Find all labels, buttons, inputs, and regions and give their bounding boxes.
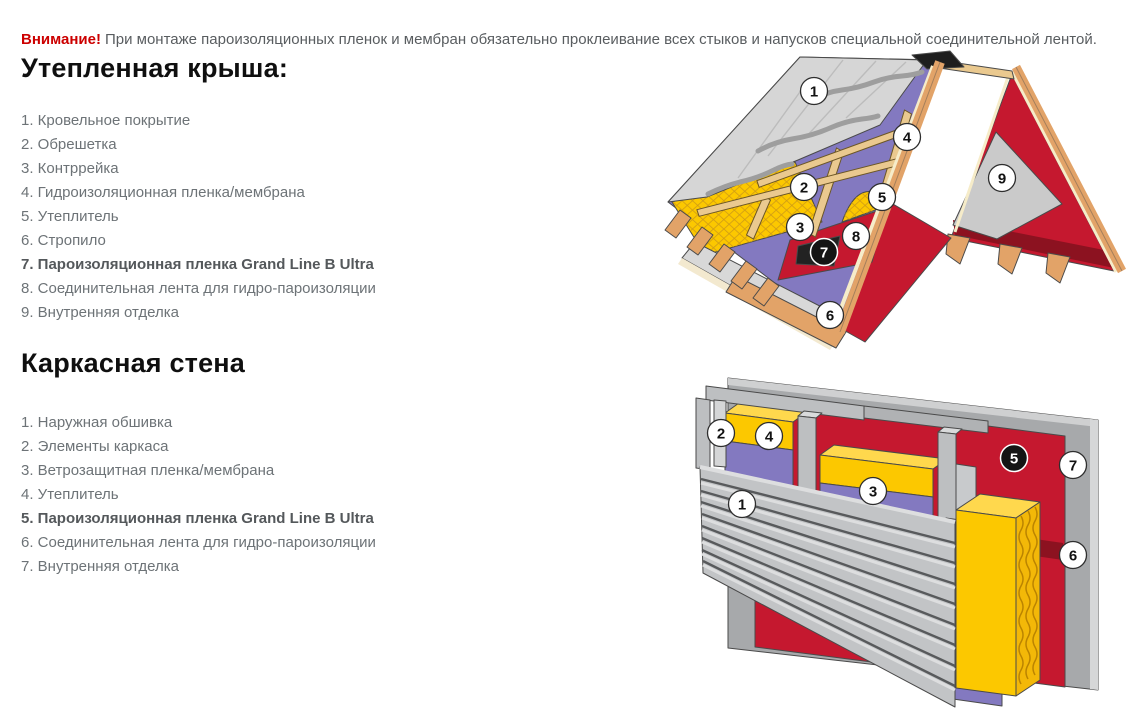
wall-badge-6 bbox=[1060, 542, 1087, 569]
roof-layer-item: 8. Соединительная лента для гидро-пароизоляции bbox=[21, 280, 376, 297]
wall-layer-item: 3. Ветрозащитная пленка/мембрана bbox=[21, 462, 275, 479]
roof-layer-item: 5. Утеплитель bbox=[21, 208, 119, 225]
svg-text:7: 7 bbox=[819, 244, 829, 262]
svg-text:5: 5 bbox=[1009, 450, 1019, 468]
roof-layer-item: 9. Внутренняя отделка bbox=[21, 304, 179, 321]
wall-section-title: Каркасная стена bbox=[21, 348, 246, 378]
warning-text: При монтаже пароизоляционных пленок и мембран обязательно проклеивание всех стыков и напусков специальной соединительной лентой. bbox=[104, 31, 1097, 48]
roof-layer-item: 3. Контррейка bbox=[21, 160, 119, 177]
roof-section-title: Утепленная крыша: bbox=[21, 53, 289, 83]
svg-text:2: 2 bbox=[716, 425, 726, 443]
roof-layer-list bbox=[21, 109, 376, 325]
roof-badge-4 bbox=[894, 124, 921, 151]
roof-badge-7 bbox=[811, 239, 838, 266]
wall-badge-7 bbox=[1060, 452, 1087, 479]
svg-text:6: 6 bbox=[825, 307, 835, 325]
roof-layer-item: 4. Гидроизоляционная пленка/мембрана bbox=[21, 184, 305, 201]
svg-text:4: 4 bbox=[902, 129, 912, 147]
svg-text:7: 7 bbox=[1068, 457, 1078, 475]
insulation-block bbox=[956, 494, 1040, 696]
gable-interior-face bbox=[946, 67, 1122, 283]
svg-text:5: 5 bbox=[877, 189, 887, 207]
wall-badge-4 bbox=[756, 423, 783, 450]
wall-badge-3 bbox=[860, 478, 887, 505]
svg-text:8: 8 bbox=[851, 228, 861, 246]
svg-text:1: 1 bbox=[737, 496, 747, 514]
svg-text:3: 3 bbox=[795, 219, 805, 237]
wall-layer-item: 2. Элементы каркаса bbox=[21, 438, 169, 455]
svg-text:4: 4 bbox=[764, 428, 774, 446]
roof-layer-item-highlight: 7. Пароизоляционная пленка Grand Line B Ultra bbox=[21, 256, 374, 273]
roof-badge-2 bbox=[791, 174, 818, 201]
wall-badge-1 bbox=[729, 491, 756, 518]
frame-wall-diagram bbox=[650, 370, 1128, 726]
svg-text:6: 6 bbox=[1068, 547, 1078, 565]
wall-badge-2 bbox=[708, 420, 735, 447]
roof-layer-item: 6. Стропило bbox=[21, 232, 106, 249]
wall-layer-item: 6. Соединительная лента для гидро-пароизоляции bbox=[21, 534, 376, 551]
wall-badge-5 bbox=[1001, 445, 1028, 472]
svg-text:9: 9 bbox=[997, 170, 1007, 188]
roof-badge-9 bbox=[989, 165, 1016, 192]
roof-badge-8 bbox=[843, 223, 870, 250]
svg-text:2: 2 bbox=[799, 179, 809, 197]
roof-badge-3 bbox=[787, 214, 814, 241]
wall-layer-item: 4. Утеплитель bbox=[21, 486, 119, 503]
wall-layer-item: 1. Наружная обшивка bbox=[21, 414, 173, 431]
insulated-roof-diagram bbox=[650, 50, 1128, 350]
wall-layer-list bbox=[21, 411, 376, 579]
warning-banner bbox=[21, 29, 1111, 50]
wall-layer-item: 7. Внутренняя отделка bbox=[21, 558, 179, 575]
roof-layer-item: 1. Кровельное покрытие bbox=[21, 112, 191, 129]
roof-badge-5 bbox=[869, 184, 896, 211]
svg-text:3: 3 bbox=[868, 483, 878, 501]
warning-label: Внимание! bbox=[21, 31, 101, 48]
roof-layer-item: 2. Обрешетка bbox=[21, 136, 117, 153]
svg-text:1: 1 bbox=[809, 83, 819, 101]
roof-badge-6 bbox=[817, 302, 844, 329]
wall-layer-item-highlight: 5. Пароизоляционная пленка Grand Line B Ultra bbox=[21, 510, 374, 527]
roof-badge-1 bbox=[801, 78, 828, 105]
